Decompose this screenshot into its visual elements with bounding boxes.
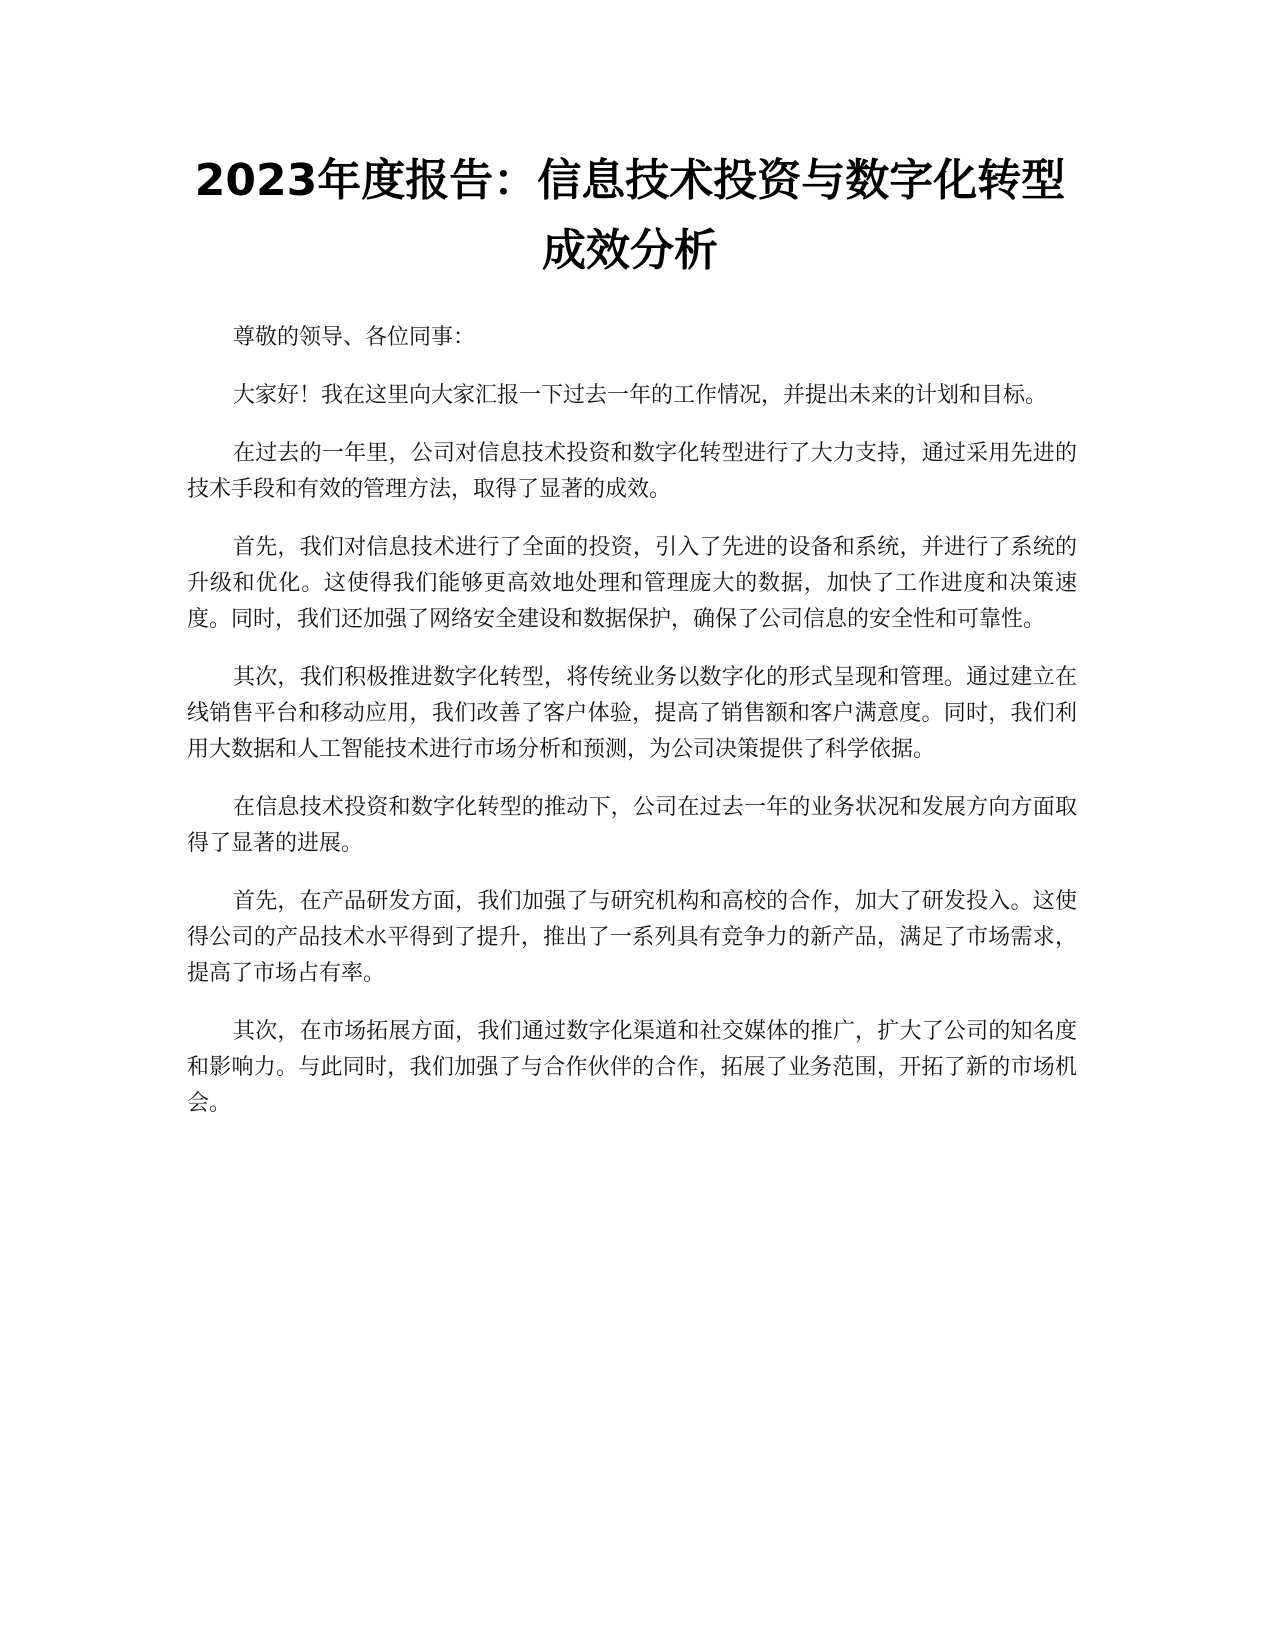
- paragraph-it-investment: 首先，我们对信息技术进行了全面的投资，引入了先进的设备和系统，并进行了系统的升级和优化。这使得我们能够更高效地处理和管理庞大的数据，加快了工作进度和决策速度。同时，我们还加强了网络安全建设和数据保护，确保了公司信息的安全性和可靠性。: [187, 535, 1077, 632]
- paragraph-rd: 首先，在产品研发方面，我们加强了与研究机构和高校的合作，加大了研发投入。这使得公司的产品技术水平得到了提升，推出了一系列具有竞争力的新产品，满足了市场需求，提高了市场占有率。: [187, 889, 1077, 986]
- paragraph-progress: 在信息技术投资和数字化转型的推动下，公司在过去一年的业务状况和发展方向方面取得了显著的进展。: [187, 795, 1077, 856]
- document-title: 2023年度报告：信息技术投资与数字化转型成效分析: [194, 155, 1066, 276]
- paragraph-digital-transformation: 其次，我们积极推进数字化转型，将传统业务以数字化的形式呈现和管理。通过建立在线销售平台和移动应用，我们改善了客户体验，提高了销售额和客户满意度。同时，我们利用大数据和人工智能技术进行市场分析和预测，为公司决策提供了科学依据。: [187, 665, 1077, 762]
- paragraph-overview: 在过去的一年里，公司对信息技术投资和数字化转型进行了大力支持，通过采用先进的技术手段和有效的管理方法，取得了显著的成效。: [187, 441, 1077, 502]
- document-body: [187, 320, 1077, 1144]
- paragraph-salutation: 尊敬的领导、各位同事：: [233, 325, 476, 350]
- paragraph-market-expansion: 其次，在市场拓展方面，我们通过数字化渠道和社交媒体的推广，扩大了公司的知名度和影响力。与此同时，我们加强了与合作伙伴的合作，拓展了业务范围，开拓了新的市场机会。: [187, 1019, 1077, 1116]
- paragraph-greeting: 大家好！我在这里向大家汇报一下过去一年的工作情况，并提出未来的计划和目标。: [233, 383, 1048, 408]
